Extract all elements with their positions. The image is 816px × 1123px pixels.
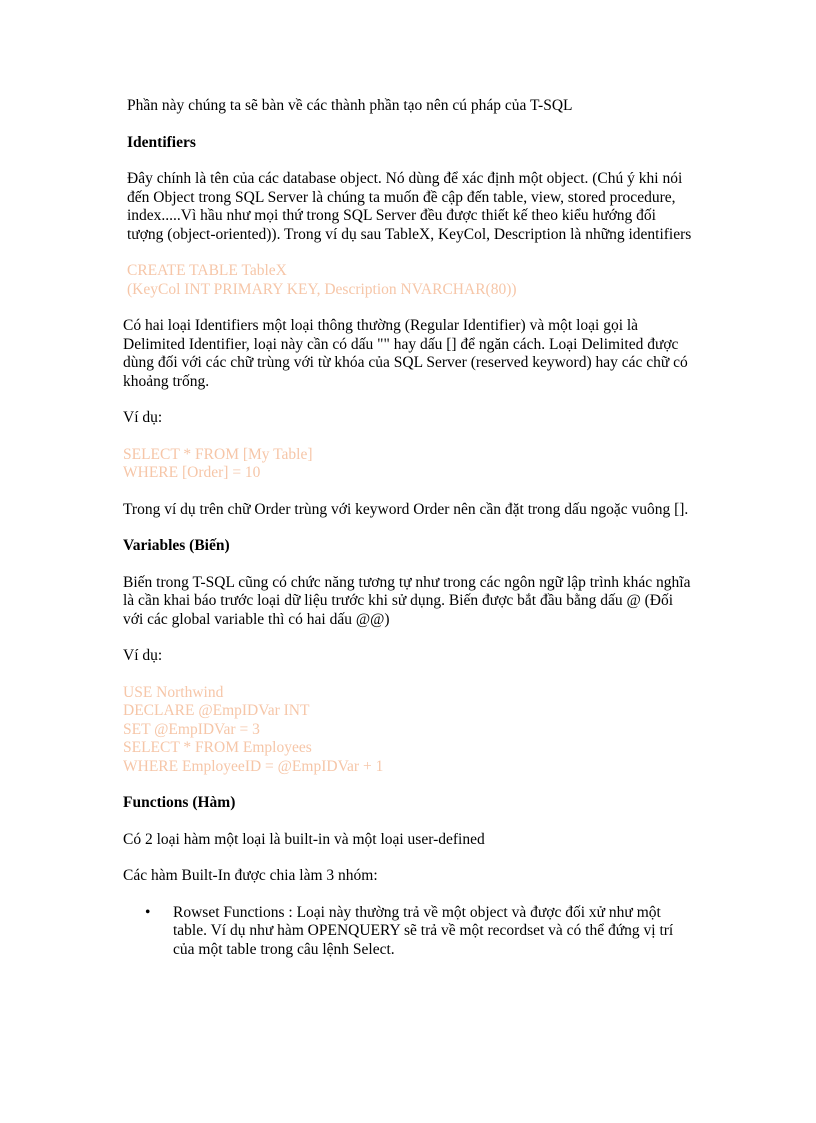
list-item [123, 904, 692, 960]
identifiers-description: Đây chính là tên của các database object. Nó dùng để xác định một object. (Chú ý khi nói đến Object trong SQL Server là chúng ta muốn đề cập đến table, view, stored procedure, index.....Vì hầu như mọi thứ trong SQL Server đều được thiết kế theo kiểu hướng đối tượng (object-oriented)). Trong ví dụ sau TableX, KeyCol, Description là những identifiers [127, 170, 692, 243]
heading-variables: Variables (Biến) [123, 537, 230, 554]
code-block-select [123, 446, 692, 483]
functions-types-paragraph: Có 2 loại hàm một loại là built-in và một loại user-defined [123, 830, 485, 848]
example-label: Ví dụ: [123, 647, 163, 664]
code-line: USE Northwind [123, 683, 224, 701]
code-block-variables [123, 684, 692, 777]
list-item-text: Rowset Functions : Loại này thường trả về một object và được đối xử như một table. Ví dụ như hàm OPENQUERY sẽ trả về một recordset và có thể đứng vị trí của một table trong câu lệnh Select. [173, 903, 674, 958]
delimited-identifier-paragraph: Có hai loại Identifiers một loại thông thường (Regular Identifier) và một loại gọi là Delimited Identifier, loại này cần có dấu "" hay dấu [] để ngăn cách. Loại Delimited được dùng đối với các chữ trùng với từ khóa của SQL Server (reserved keyword) hay các chữ có khoảng trống. [123, 317, 688, 390]
example-label: Ví dụ: [123, 409, 163, 426]
code-line: SELECT * FROM [My Table] [123, 445, 313, 463]
code-line: CREATE TABLE TableX [127, 262, 287, 279]
heading-identifiers: Identifiers [127, 133, 196, 151]
order-keyword-paragraph: Trong ví dụ trên chữ Order trùng với keyword Order nên cần đặt trong dấu ngoặc vuông []. [123, 500, 689, 518]
code-block-create-table [123, 262, 692, 299]
functions-bullet-list [123, 904, 692, 960]
code-line: (KeyCol INT PRIMARY KEY, Description NVARCHAR(80)) [127, 280, 517, 298]
code-line: DECLARE @EmpIDVar INT [123, 702, 310, 719]
code-line: SELECT * FROM Employees [123, 739, 312, 756]
code-line: SET @EmpIDVar = 3 [123, 720, 260, 738]
variables-description: Biến trong T-SQL cũng có chức năng tương tự như trong các ngôn ngữ lập trình khác nghĩa là cần khai báo trước loại dữ liệu trước khi sử dụng. Biến được bắt đầu bằng dấu @ (Đối với các global variable thì có hai dấu @@) [123, 573, 691, 628]
intro-paragraph: Phần này chúng ta sẽ bàn về các thành phần tạo nên cú pháp của T-SQL [127, 97, 573, 114]
code-line: WHERE [Order] = 10 [123, 464, 261, 481]
builtin-groups-paragraph: Các hàm Built-In được chia làm 3 nhóm: [123, 867, 378, 884]
bullet-icon: • [145, 903, 151, 921]
code-line: WHERE EmployeeID = @EmpIDVar + 1 [123, 757, 384, 775]
heading-functions: Functions (Hàm) [123, 794, 236, 811]
